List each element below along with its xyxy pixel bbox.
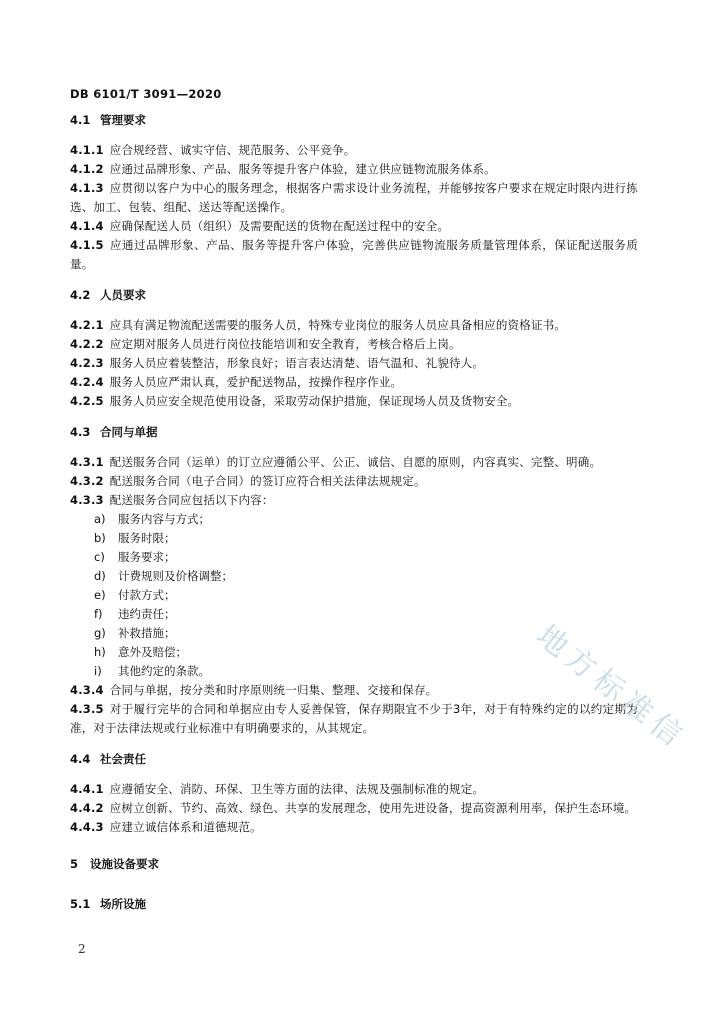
page-number: 2: [78, 942, 86, 956]
clause-4-3-1: 4.3.1 配送服务合同（运单）的订立应遵循公平、公正、诚信、自愿的原则，内容真实、完整、明确。: [70, 455, 602, 469]
clause-4-3-2: 4.3.2 配送服务合同（电子合同）的签订应符合相关法律法规规定。: [70, 474, 426, 488]
clause-4-2-2: 4.2.2 应定期对服务人员进行岗位技能培训和安全教育，考核合格后上岗。: [70, 337, 461, 351]
list-item: i) 其他约定的条款。: [94, 664, 210, 678]
list-item: e) 付款方式；: [94, 588, 176, 602]
clause-4-2-1: 4.2.1 应具有满足物流配送需要的服务人员，特殊专业岗位的服务人员应具备相应的资格证书。: [70, 318, 567, 332]
section-title: 管理要求: [100, 113, 146, 127]
section-title: 场所设施: [100, 897, 146, 911]
section-heading-4-3: [70, 424, 638, 440]
list-item: g) 补救措施；: [94, 626, 176, 640]
clause-4-3-4: 4.3.4 合同与单据，按分类和时序原则统一归集、整理、交接和保存。: [70, 683, 438, 697]
clause-4-4-1: 4.4.1 应遵循安全、消防、环保、卫生等方面的法律、法规及强制标准的规定。: [70, 782, 485, 796]
section-heading-4-1: [70, 112, 638, 128]
document-code: DB 6101/T 3091—2020: [70, 87, 222, 101]
list-item: f) 违约责任；: [94, 607, 176, 621]
clause-4-1-4: 4.1.4 应确保配送人员（组织）及需要配送的货物在配送过程中的安全。: [70, 219, 450, 233]
section-heading-4-4: [70, 751, 638, 767]
clause-4-1-1: 4.1.1 应合规经营、诚实守信、规范服务、公平竞争。: [70, 143, 356, 157]
section-title: 合同与单据: [100, 425, 158, 439]
list-item: b) 服务时限；: [94, 531, 176, 545]
section-title: 人员要求: [100, 288, 146, 302]
list-item: h) 意外及赔偿；: [94, 645, 187, 659]
list-item: d) 计费规则及价格调整；: [94, 569, 233, 583]
section-number: 4.3: [70, 425, 91, 439]
section-number: 4.1: [70, 113, 91, 127]
clause-4-3-5: 4.3.5 对于履行完毕的合同和单据应由专人妥善保管，保存期限宜不少于3年，对于有特殊约定的以约定期为准，对于法律法规或行业标准中有明确要求的，从其规定。: [70, 702, 638, 735]
section-number: 4.2: [70, 288, 91, 302]
chapter-title: 设施设备要求: [90, 857, 159, 871]
list-item: a) 服务内容与方式；: [94, 512, 210, 526]
clause-4-1-2: 4.1.2 应通过品牌形象、产品、服务等提升客户体验，建立供应链物流服务体系。: [70, 162, 496, 176]
section-number: 5.1: [70, 897, 91, 911]
clause-4-3-3: 4.3.3 配送服务合同应包括以下内容：: [70, 493, 274, 507]
watermark: 地方标准信: [529, 618, 693, 757]
section-title: 社会责任: [100, 752, 146, 766]
clause-4-4-3: 4.4.3 应建立诚信体系和道德规范。: [70, 820, 262, 834]
clause-4-2-4: 4.2.4 服务人员应严肃认真，爱护配送物品，按操作程序作业。: [70, 375, 403, 389]
clause-4-4-2: 4.4.2 应树立创新、节约、高效、绿色、共享的发展理念，使用先进设备，提高资源利用率，保护生态环境。: [70, 801, 637, 815]
clause-4-1-3: 4.1.3 应贯彻以客户为中心的服务理念，根据客户需求设计业务流程，并能够按客户要求在规定时限内进行拣选、加工、包装、组配、送达等配送操作。: [70, 181, 638, 214]
clause-4-2-3: 4.2.3 服务人员应着装整洁，形象良好；语言表达清楚、语气温和、礼貌待人。: [70, 356, 485, 370]
clause-4-1-5: 4.1.5 应通过品牌形象、产品、服务等提升客户体验，完善供应链物流服务质量管理体系，保证配送服务质量。: [70, 238, 638, 271]
clause-4-2-5: 4.2.5 服务人员应安全规范使用设备，采取劳动保护措施，保证现场人员及货物安全。: [70, 394, 520, 408]
document-body: [70, 112, 638, 925]
chapter-number: 5: [70, 857, 79, 871]
section-number: 4.4: [70, 752, 91, 766]
section-heading-5-1: [70, 896, 638, 912]
chapter-heading-5: [70, 856, 638, 872]
section-heading-4-2: [70, 287, 638, 303]
list-item: c) 服务要求；: [94, 550, 176, 564]
